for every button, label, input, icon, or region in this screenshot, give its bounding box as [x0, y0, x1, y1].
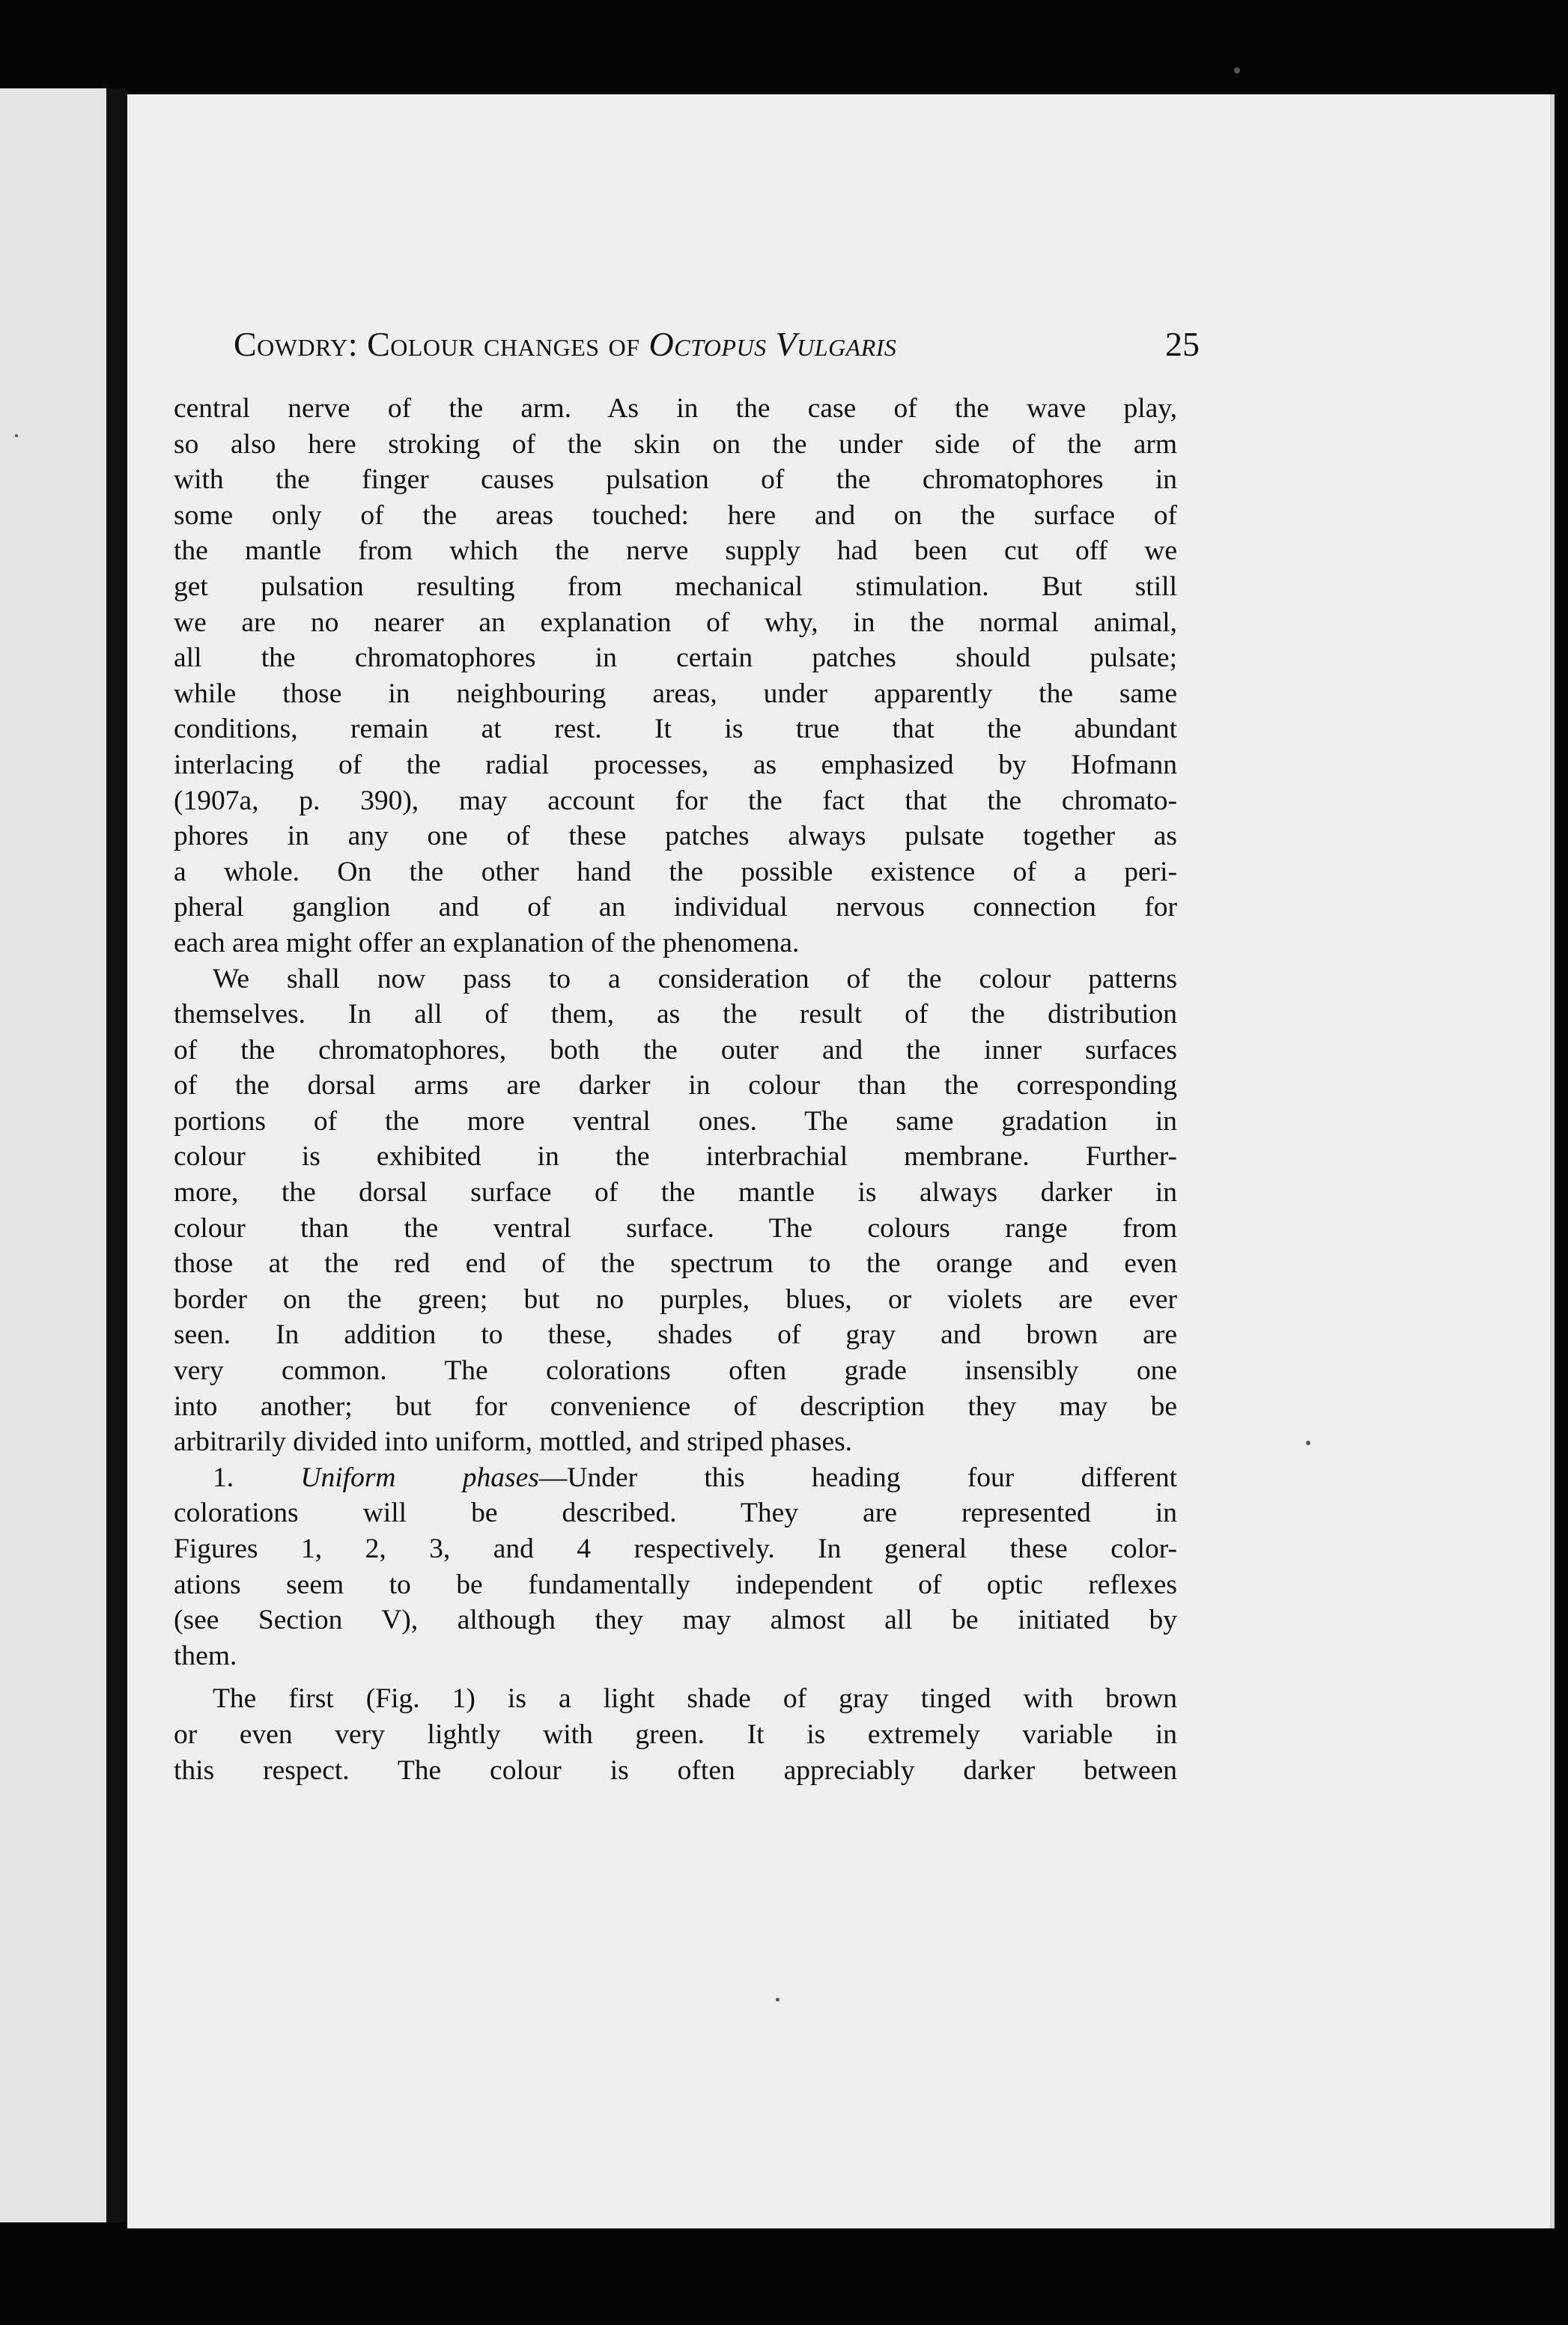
- book-gutter: [106, 88, 127, 2222]
- text-line: a whole. On the other hand the possible existence of a peri-: [174, 856, 1177, 887]
- text-line: into another; but for convenience of description they may be: [174, 1391, 1177, 1422]
- text-line: portions of the more ventral ones. The same gradation in: [174, 1105, 1177, 1137]
- text-line: more, the dorsal surface of the mantle is always darker in: [174, 1177, 1177, 1209]
- text-line: or even very lightly with green. It is extremely variable in: [174, 1718, 1177, 1750]
- text-line: colour than the ventral surface. The colours range from: [174, 1212, 1177, 1244]
- text-line: We shall now pass to a consideration of the colour patterns: [213, 963, 1177, 994]
- text-line: of the chromatophores, both the outer and the inner surfaces: [174, 1034, 1177, 1066]
- text-line: while those in neighbouring areas, under apparently the same: [174, 678, 1177, 709]
- running-head-title-part2: Octopus Vulgaris: [648, 325, 897, 363]
- text-line: of the dorsal arms are darker in colour than the corresponding: [174, 1070, 1177, 1101]
- text-line: (see Section V), although they may almost all be initiated by: [174, 1605, 1177, 1636]
- text-line: we are no nearer an explanation of why, in the normal animal,: [174, 607, 1177, 638]
- text-line: the mantle from which the nerve supply had been cut off we: [174, 535, 1177, 567]
- text-line: colorations will be described. They are represented in: [174, 1498, 1177, 1529]
- text-line: with the finger causes pulsation of the chromatophores in: [174, 464, 1177, 496]
- text-line: all the chromatophores in certain patches should pulsate;: [174, 642, 1177, 674]
- text-line: (1907a, p. 390), may account for the fact that the chromato-: [174, 785, 1177, 816]
- text-line: central nerve of the arm. As in the case of the wave play,: [174, 393, 1177, 424]
- text-line: phores in any one of these patches always pulsate together as: [174, 821, 1177, 852]
- running-head-title: Cowdry: Colour changes of Octopus Vulgaris: [234, 325, 897, 363]
- running-head: [234, 320, 1200, 368]
- scan-speck: [15, 434, 18, 437]
- text-line: interlacing of the radial processes, as emphasized by Hofmann: [174, 749, 1177, 780]
- text-line: The first (Fig. 1) is a light shade of gray tinged with brown: [213, 1683, 1177, 1715]
- text-line: pheral ganglion and of an individual nervous connection for: [174, 892, 1177, 923]
- text-line: this respect. The colour is often appreciably darker between: [174, 1754, 1177, 1786]
- section-heading: Uniform phases: [300, 1462, 539, 1493]
- scan-speck: [1306, 1441, 1310, 1445]
- text-line: some only of the areas touched: here and on the surface of: [174, 499, 1177, 531]
- text-line: themselves. In all of them, as the result of the distribution: [174, 999, 1177, 1030]
- text-line: those at the red end of the spectrum to the orange and even: [174, 1248, 1177, 1280]
- scan-speck: [1234, 67, 1240, 73]
- text-line: each area might offer an explanation of the phenomena.: [174, 927, 800, 958]
- section-heading-line: [174, 1460, 1177, 1496]
- section-number: 1.: [213, 1462, 234, 1493]
- text-line: border on the green; but no purples, blues, or violets are ever: [174, 1283, 1177, 1315]
- text-line: Figures 1, 2, 3, and 4 respectively. In general these color-: [174, 1534, 1177, 1564]
- section-lead: —Under this heading four different: [538, 1462, 1177, 1493]
- text-line: colour is exhibited in the interbrachial membrane. Further-: [174, 1141, 1177, 1173]
- text-line: arbitrarily divided into uniform, mottled, and striped phases.: [174, 1426, 853, 1458]
- page-number: 25: [1165, 325, 1200, 363]
- text-line: very common. The colorations often grade insensibly one: [174, 1355, 1177, 1387]
- text-line: so also here stroking of the skin on the under side of the arm: [174, 428, 1177, 460]
- scan-speck: [776, 1998, 780, 2002]
- text-line: conditions, remain at rest. It is true that the abundant: [174, 714, 1177, 745]
- text-line: ations seem to be fundamentally independent of optic reflexes: [174, 1569, 1177, 1600]
- facing-page-edge: [0, 88, 106, 2222]
- body-text: [174, 391, 1177, 1788]
- text-line: get pulsation resulting from mechanical stimulation. But still: [174, 571, 1177, 602]
- text-line: them.: [174, 1640, 237, 1671]
- text-line: seen. In addition to these, shades of gray and brown are: [174, 1319, 1177, 1351]
- running-head-title-part1: Colour changes of: [367, 325, 640, 363]
- running-head-author: Cowdry: [234, 325, 348, 363]
